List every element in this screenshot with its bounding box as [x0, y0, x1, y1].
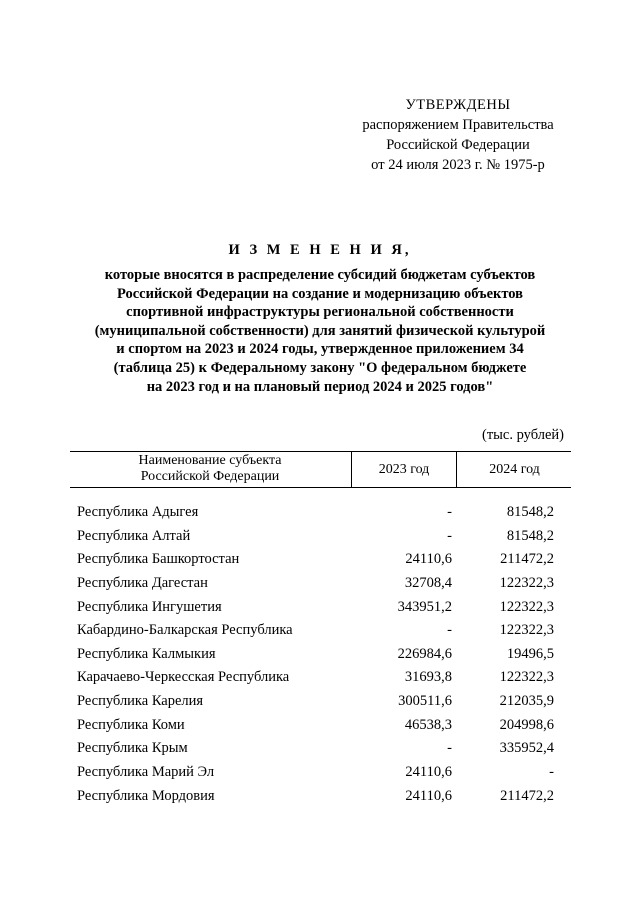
- document-title: И З М Е Н Е Н И Я,: [228, 242, 412, 258]
- header-region-name: [70, 452, 350, 488]
- table-row: [0, 786, 640, 810]
- table-row: [0, 549, 640, 573]
- subtitle-line: (муниципальной собственности) для занятий физической культурой: [94, 322, 546, 339]
- region-name-cell: Республика Мордовия: [77, 787, 215, 804]
- approval-line-2: Российской Федерации: [386, 137, 530, 153]
- value-2024-cell: 204998,6: [499, 716, 554, 733]
- header-region-name-line-1: Наименование субъекта: [138, 453, 282, 468]
- value-2023-cell: 24110,6: [405, 787, 452, 804]
- region-name-cell: Республика Алтай: [77, 527, 191, 544]
- table-row: [0, 644, 640, 668]
- value-2023-cell: 24110,6: [405, 551, 452, 568]
- region-name-cell: Кабардино-Балкарская Республика: [77, 622, 293, 639]
- value-2023-cell: 31693,8: [404, 669, 452, 686]
- value-2024-cell: 81548,2: [506, 504, 554, 520]
- value-2024-cell: 122322,3: [499, 669, 554, 686]
- table-row: [0, 715, 640, 739]
- approval-line-1: распоряжением Правительства: [362, 117, 554, 133]
- value-2023-cell: -: [447, 504, 452, 520]
- region-name-cell: Республика Ингушетия: [77, 598, 222, 615]
- subtitle-line: которые вносятся в распределение субсидий бюджетам субъектов: [104, 267, 536, 283]
- region-name-cell: Республика Карелия: [77, 693, 204, 710]
- table-body: [0, 502, 640, 809]
- value-2024-cell: 211472,2: [500, 787, 554, 804]
- value-2024-cell: 211472,2: [500, 551, 554, 568]
- table-row: [0, 620, 640, 644]
- subtitle-line: Российской Федерации на создание и модернизацию объектов: [116, 285, 524, 302]
- subtitle-line: (таблица 25) к Федеральному закону "О федеральном бюджете: [113, 359, 527, 376]
- value-2023-cell: -: [447, 527, 452, 544]
- table-row: [0, 526, 640, 550]
- region-name-cell: Республика Марий Эл: [77, 764, 215, 781]
- header-region-name-line-2: Российской Федерации: [140, 469, 280, 484]
- region-name-cell: Республика Башкортостан: [77, 551, 240, 568]
- table-header: [70, 451, 571, 488]
- table-row: [0, 762, 640, 786]
- value-2024-cell: 335952,4: [499, 740, 554, 757]
- value-2023-cell: 343951,2: [397, 598, 452, 615]
- value-2023-cell: 32708,4: [404, 574, 452, 591]
- value-2024-cell: 122322,3: [499, 574, 554, 591]
- region-name-cell: Республика Дагестан: [77, 574, 208, 591]
- table-row: [0, 691, 640, 715]
- approval-block: [330, 95, 586, 175]
- value-2024-cell: 212035,9: [499, 693, 554, 710]
- region-name-cell: Карачаево-Черкесская Республика: [77, 669, 290, 686]
- subtitle-line: и спортом на 2023 и 2024 годы, утвержденное приложением 34: [116, 341, 524, 358]
- document-subtitle: [60, 266, 580, 396]
- region-name-cell: Республика Адыгея: [77, 504, 199, 520]
- subtitle-line: на 2023 год и на плановый период 2024 и 2025 годов": [146, 378, 494, 395]
- value-2024-cell: 19496,5: [506, 645, 554, 662]
- value-2023-cell: 226984,6: [397, 645, 452, 662]
- header-year-2024: 2024 год: [456, 452, 572, 487]
- value-2023-cell: 300511,6: [398, 693, 452, 710]
- table-row: [0, 573, 640, 597]
- table-row: [0, 502, 640, 526]
- value-2024-cell: 122322,3: [499, 598, 554, 615]
- region-name-cell: Республика Калмыкия: [77, 645, 216, 662]
- table-row: [0, 738, 640, 762]
- table-row: [0, 667, 640, 691]
- subtitle-line: спортивной инфраструктуры региональной собственности: [126, 304, 514, 321]
- units-label: (тыс. рублей): [482, 427, 564, 443]
- header-year-2023: 2023 год: [351, 452, 456, 487]
- value-2024-cell: -: [549, 764, 554, 781]
- approval-heading: УТВЕРЖДЕНЫ: [405, 97, 511, 113]
- value-2024-cell: 122322,3: [499, 622, 554, 639]
- value-2023-cell: 46538,3: [404, 716, 452, 733]
- region-name-cell: Республика Крым: [77, 740, 188, 757]
- value-2023-cell: -: [447, 622, 452, 639]
- value-2023-cell: 24110,6: [405, 764, 452, 781]
- value-2023-cell: -: [447, 740, 452, 757]
- region-name-cell: Республика Коми: [77, 716, 185, 733]
- value-2024-cell: 81548,2: [506, 527, 554, 544]
- approval-line-3: от 24 июля 2023 г. № 1975-р: [371, 157, 545, 173]
- table-row: [0, 597, 640, 621]
